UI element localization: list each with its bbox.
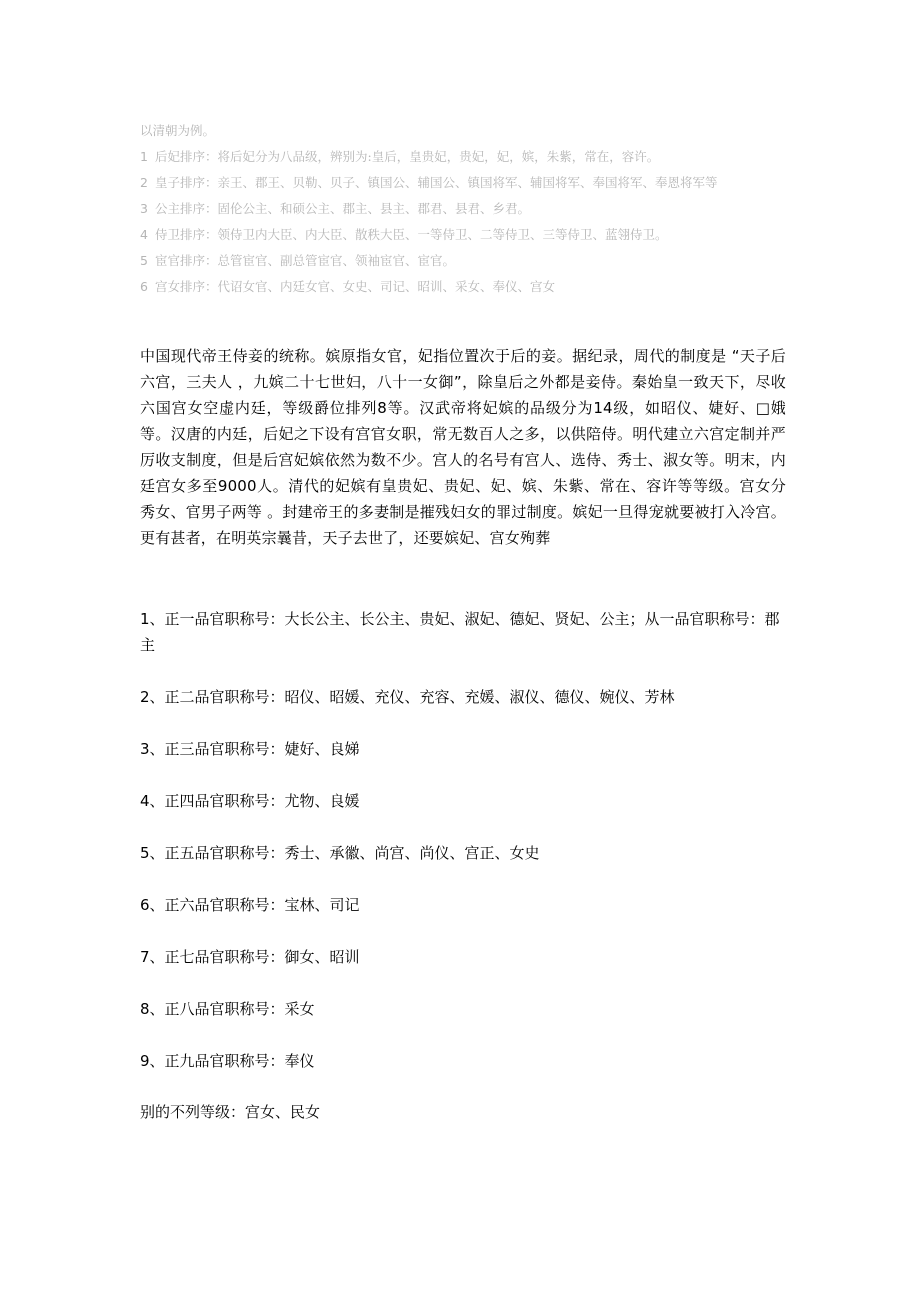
rank-item: 8、正八品官职称号：采女 [140, 1000, 315, 1018]
concubine-history-paragraph: 中国现代帝王侍妾的统称。嫔原指女官，妃指位置次于后的妾。据纪录，周代的制度是 “天子后六宫，三夫人 ，九嫔二十七世妇，八十一女御”，除皇后之外都是妾侍。秦始皇一致天下，尽收六国宫女空虚内廷，等级爵位排列8等。汉武帝将妃嫔的品级分为14级，如昭仪、婕好、□娥等。汉唐的内廷，后妃之下设有宫官女职，常无数百人之多，以供陪侍。明代建立六宫定制并严厉收支制度，但是后宫妃嫔依然为数不少。宫人的名号有宫人、选侍、秀士、淑女等。明末，内廷宫女多至9000人。清代的妃嫔有皇贵妃、贵妃、妃、嫔、朱紫、常在、容许等等级。宫女分秀女、官男子两等 。封建帝王的多妻制是摧残妇女的罪过制度。嫔妃一旦得宠就要被打入冷宫。更有甚者，在明英宗曩昔，天子去世了，还要嫔妃、宫女殉葬 [140, 347, 786, 547]
qing-dynasty-ranking-block [140, 118, 800, 300]
unranked-note: 别的不列等级：宫女、民女 [140, 1103, 321, 1121]
item-text: 宫女排序：代诏女官、内廷女官、女史、司记、昭训、采女、奉仪、宫女 [155, 279, 556, 294]
item-number: 6 [140, 279, 148, 294]
item-text: 后妃排序：将后妃分为八品级，辨别为:皇后，皇贵妃，贵妃，妃，嫔，朱紫，常在，容许。 [155, 149, 660, 164]
rank-item: 4、正四品官职称号：尤物、良媛 [140, 792, 360, 810]
list-item [140, 222, 800, 248]
rank-item: 5、正五品官职称号：秀士、承徽、尚宫、尚仪、宫正、女史 [140, 844, 540, 862]
list-item [140, 274, 800, 300]
rank-item: 3、正三品官职称号：婕好、良娣 [140, 740, 360, 758]
rank-item: 1、正一品官职称号：大长公主、长公主、贵妃、淑妃、德妃、贤妃、公主；从一品官职称号：郡主 [140, 610, 780, 654]
item-text: 公主排序：固伦公主、和硕公主、郡主、县主、郡君、县君、乡君。 [155, 201, 531, 216]
item-number: 4 [140, 227, 148, 242]
rank-item: 9、正九品官职称号：奉仪 [140, 1052, 315, 1070]
rank-item: 7、正七品官职称号：御女、昭训 [140, 948, 360, 966]
item-number: 5 [140, 253, 148, 268]
list-item [140, 248, 800, 274]
item-number: 1 [140, 149, 148, 164]
list-item [140, 196, 800, 222]
item-number: 3 [140, 201, 148, 216]
item-text: 皇子排序：亲王、郡王、贝勒、贝子、镇国公、辅国公、镇国将军、辅国将军、奉国将军、奉恩将军等 [155, 175, 718, 190]
intro-line: 以清朝为例。 [140, 123, 216, 138]
item-text: 侍卫排序：领侍卫内大臣、内大臣、散秩大臣、一等侍卫、二等侍卫、三等侍卫、蓝翎侍卫。 [155, 227, 668, 242]
rank-item: 2、正二品官职称号：昭仪、昭媛、充仪、充容、充媛、淑仪、德仪、婉仪、芳林 [140, 688, 675, 706]
list-item [140, 144, 800, 170]
list-item [140, 170, 800, 196]
rank-item: 6、正六品官职称号：宝林、司记 [140, 896, 360, 914]
item-number: 2 [140, 175, 148, 190]
item-text: 宦官排序：总管宦官、副总管宦官、领袖宦官、宦官。 [155, 253, 456, 268]
rank-title-list [140, 606, 786, 1100]
